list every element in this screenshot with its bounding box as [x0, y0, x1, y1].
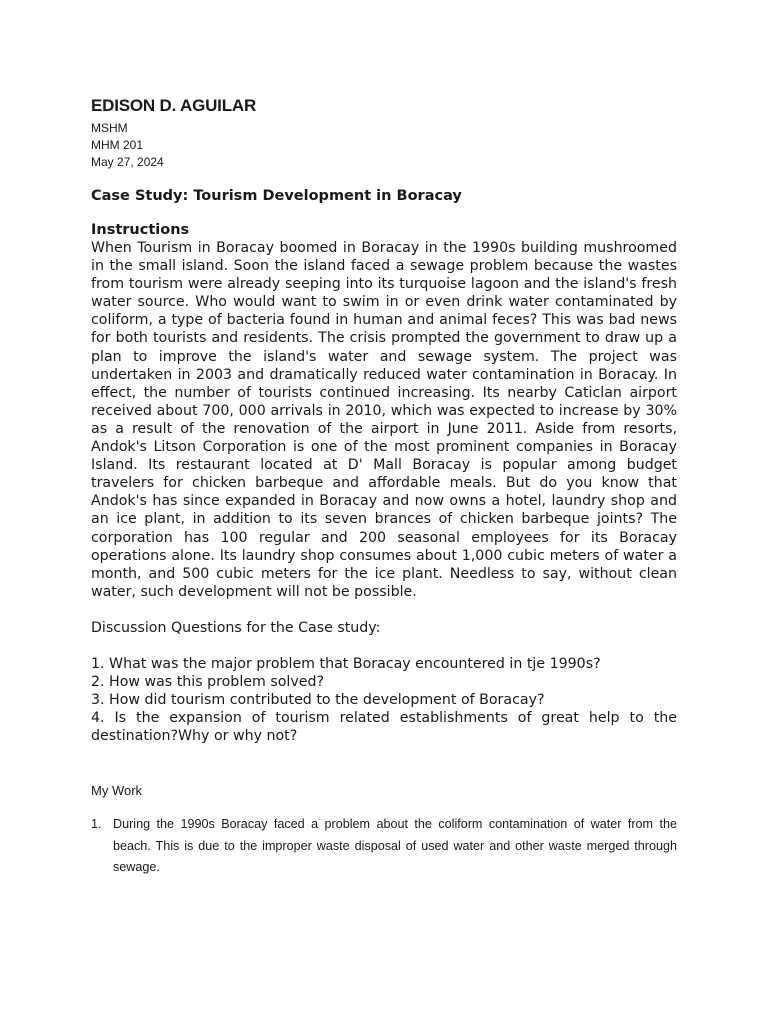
- course-line: MHM 201: [91, 138, 144, 152]
- instructions-paragraph: When Tourism in Boracay boomed in Boracay in the 1990s building mushroomed in the small island. Soon the island faced a sewage problem because the wastes from tourism were already seeping into its turquoise lagoon and the island's fresh water source. Who would want to swim in or even drink water contaminated by coliform, a type of bacteria found in human and animal feces? This was bad news for both tourists and residents. The crisis prompted the government to draw up a plan to improve the island's water and sewage system. The project was undertaken in 2003 and dramatically reduced water contamination in Boracay. In effect, the number of tourists continued increasing. Its nearby Caticlan airport received about 700, 000 arrivals in 2010, which was expected to increase by 30% as a result of the renovation of the airport in June 2011. Aside from resorts, Andok's Litson Corporation is one of the most prominent companies in Boracay Island. Its restaurant located at D' Mall Boracay is popular among budget travelers for chicken barbeque and affordable meals. But do you know that Andok's has since expanded in Boracay and now owns a hotel, laundry shop and an ice plant, in addition to its seven brances of chicken barbeque joints? The corporation has 100 regular and 200 seasonal employees for its Boracay operations alone. Its laundry shop consumes about 1,000 cubic meters of water a month, and 500 cubic meters for the ice plant. Needless to say, without clean water, such development will not be possible.: [91, 240, 677, 600]
- answers-list: [91, 814, 677, 879]
- date-line: May 27, 2024: [91, 155, 164, 169]
- question-item: 1. What was the major problem that Boracay encountered in tje 1990s?: [91, 655, 601, 672]
- answer-text: During the 1990s Boracay faced a problem about the coliform contamination of water from the beach. This is due to the improper waste disposal of used water and other waste merged through sewage.: [113, 817, 677, 875]
- question-item: 3. How did tourism contributed to the development of Boracay?: [91, 692, 545, 709]
- answer-item: [91, 814, 677, 879]
- question-item: 2. How was this problem solved?: [91, 674, 324, 691]
- program-line: MSHM: [91, 121, 128, 135]
- answer-number: 1.: [91, 817, 102, 832]
- question-item: 4. Is the expansion of tourism related establishments of great help to the destination?Why or why not?: [91, 710, 677, 745]
- author-name: EDISON D. AGUILAR: [91, 96, 257, 115]
- my-work-heading: My Work: [91, 783, 143, 799]
- instructions-heading: Instructions: [91, 222, 190, 238]
- case-study-title: Case Study: Tourism Development in Boracay: [91, 188, 462, 204]
- discussion-heading: Discussion Questions for the Case study:: [91, 619, 381, 636]
- discussion-questions: [91, 655, 677, 745]
- document-page: [91, 96, 677, 879]
